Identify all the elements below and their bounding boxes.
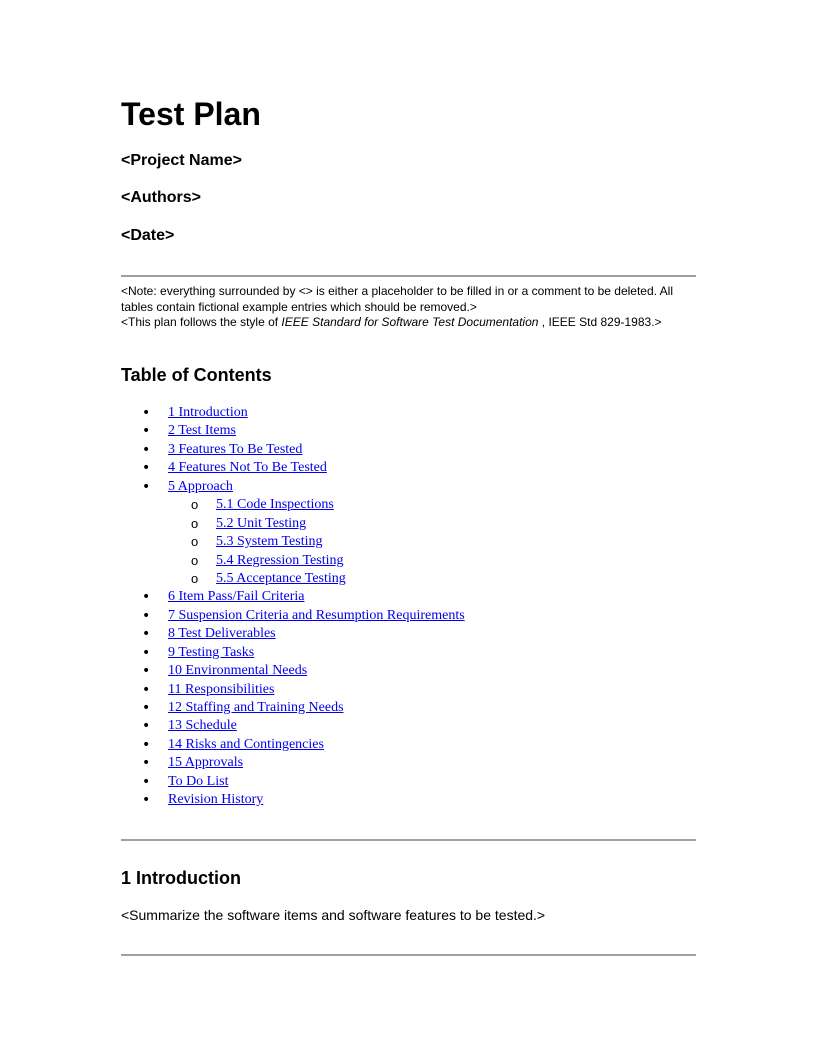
toc-item <box>121 717 465 735</box>
disc-bullet-icon: • <box>142 607 151 624</box>
note-suffix: , IEEE Std 829-1983.> <box>538 315 662 329</box>
toc-link[interactable]: 6 Item Pass/Fail Criteria <box>168 589 305 605</box>
toc-link[interactable]: 5.5 Acceptance Testing <box>216 570 346 586</box>
toc-link[interactable]: Revision History <box>168 792 264 808</box>
toc-link[interactable]: 5.3 System Testing <box>216 534 323 550</box>
divider-middle <box>121 839 696 841</box>
introduction-heading: 1 Introduction <box>121 868 241 888</box>
toc-item <box>121 404 465 422</box>
disc-bullet-icon: • <box>142 773 151 790</box>
toc-link[interactable]: 11 Responsibilities <box>168 681 275 697</box>
disc-bullet-icon: • <box>142 681 151 698</box>
toc-link[interactable]: 15 Approvals <box>168 755 244 771</box>
disc-bullet-icon: • <box>142 718 151 735</box>
disc-bullet-icon: • <box>142 460 151 477</box>
toc-item <box>121 459 465 477</box>
disc-bullet-icon: • <box>142 736 151 753</box>
project-name: <Project Name> <box>121 152 242 169</box>
toc-item <box>121 736 465 754</box>
toc-subitem <box>121 570 465 588</box>
toc-link[interactable]: 10 Environmental Needs <box>168 663 308 679</box>
toc-item <box>121 478 465 496</box>
toc-link[interactable]: 9 Testing Tasks <box>168 644 255 660</box>
disc-bullet-icon: • <box>142 644 151 661</box>
toc-item <box>121 588 465 606</box>
toc-link[interactable]: 5.4 Regression Testing <box>216 552 344 568</box>
toc-item <box>121 644 465 662</box>
toc-item <box>121 754 465 772</box>
divider-top <box>121 275 696 277</box>
disc-bullet-icon: • <box>142 792 151 809</box>
toc-link[interactable]: 5.1 Code Inspections <box>216 497 334 513</box>
introduction-text: <Summarize the software items and software features to be tested.> <box>121 907 546 923</box>
disc-bullet-icon: • <box>142 700 151 716</box>
circle-bullet-icon: o <box>191 534 199 550</box>
toc-item <box>121 607 465 625</box>
disc-bullet-icon: • <box>142 423 151 440</box>
toc-link[interactable]: 5.2 Unit Testing <box>216 515 307 531</box>
page-title: Test Plan <box>121 96 261 132</box>
toc-item <box>121 625 465 643</box>
toc-link[interactable]: 12 Staffing and Training Needs <box>168 700 344 715</box>
toc-link[interactable]: 8 Test Deliverables <box>168 626 276 642</box>
table-of-contents <box>121 404 465 810</box>
disc-bullet-icon: • <box>142 441 151 458</box>
circle-bullet-icon: o <box>191 515 199 531</box>
toc-item <box>121 773 465 791</box>
toc-subitem <box>121 533 465 551</box>
toc-subitem <box>121 552 465 570</box>
toc-item <box>121 791 465 809</box>
toc-link[interactable]: 1 Introduction <box>168 405 248 420</box>
disc-bullet-icon: • <box>142 405 151 421</box>
circle-bullet-icon: o <box>191 497 199 513</box>
toc-link[interactable]: 4 Features Not To Be Tested <box>168 460 327 476</box>
toc-heading: Table of Contents <box>121 365 272 385</box>
date: <Date> <box>121 227 175 244</box>
toc-item <box>121 662 465 680</box>
divider-bottom <box>121 954 696 956</box>
ieee-standard-title: IEEE Standard for Software Test Documentation <box>281 315 539 329</box>
toc-link[interactable]: 13 Schedule <box>168 718 237 734</box>
toc-link[interactable]: 3 Features To Be Tested <box>168 441 303 457</box>
toc-link[interactable]: To Do List <box>168 773 229 789</box>
disc-bullet-icon: • <box>142 478 151 495</box>
toc-subitem <box>121 515 465 533</box>
authors: <Authors> <box>121 189 202 206</box>
disc-bullet-icon: • <box>142 626 151 643</box>
toc-item <box>121 422 465 440</box>
circle-bullet-icon: o <box>191 552 199 568</box>
toc-link[interactable]: 14 Risks and Contingencies <box>168 736 324 752</box>
toc-item <box>121 681 465 699</box>
toc-link[interactable]: 2 Test Items <box>168 423 236 439</box>
note-block <box>121 284 696 331</box>
note-line-standard <box>121 315 696 331</box>
note-line-placeholders: <Note: everything surrounded by <> is either a placeholder to be filled in or a comment to be deleted. All tables contain fictional example entries which should be removed.> <box>121 284 673 314</box>
disc-bullet-icon: • <box>142 663 151 680</box>
toc-link[interactable]: 5 Approach <box>168 478 233 494</box>
toc-item <box>121 441 465 459</box>
disc-bullet-icon: • <box>142 589 151 606</box>
disc-bullet-icon: • <box>142 755 151 772</box>
note-prefix: <This plan follows the style of <box>121 315 282 329</box>
toc-item <box>121 699 465 717</box>
toc-subitem <box>121 496 465 514</box>
toc-link[interactable]: 7 Suspension Criteria and Resumption Requirements <box>168 607 465 623</box>
circle-bullet-icon: o <box>191 570 199 586</box>
